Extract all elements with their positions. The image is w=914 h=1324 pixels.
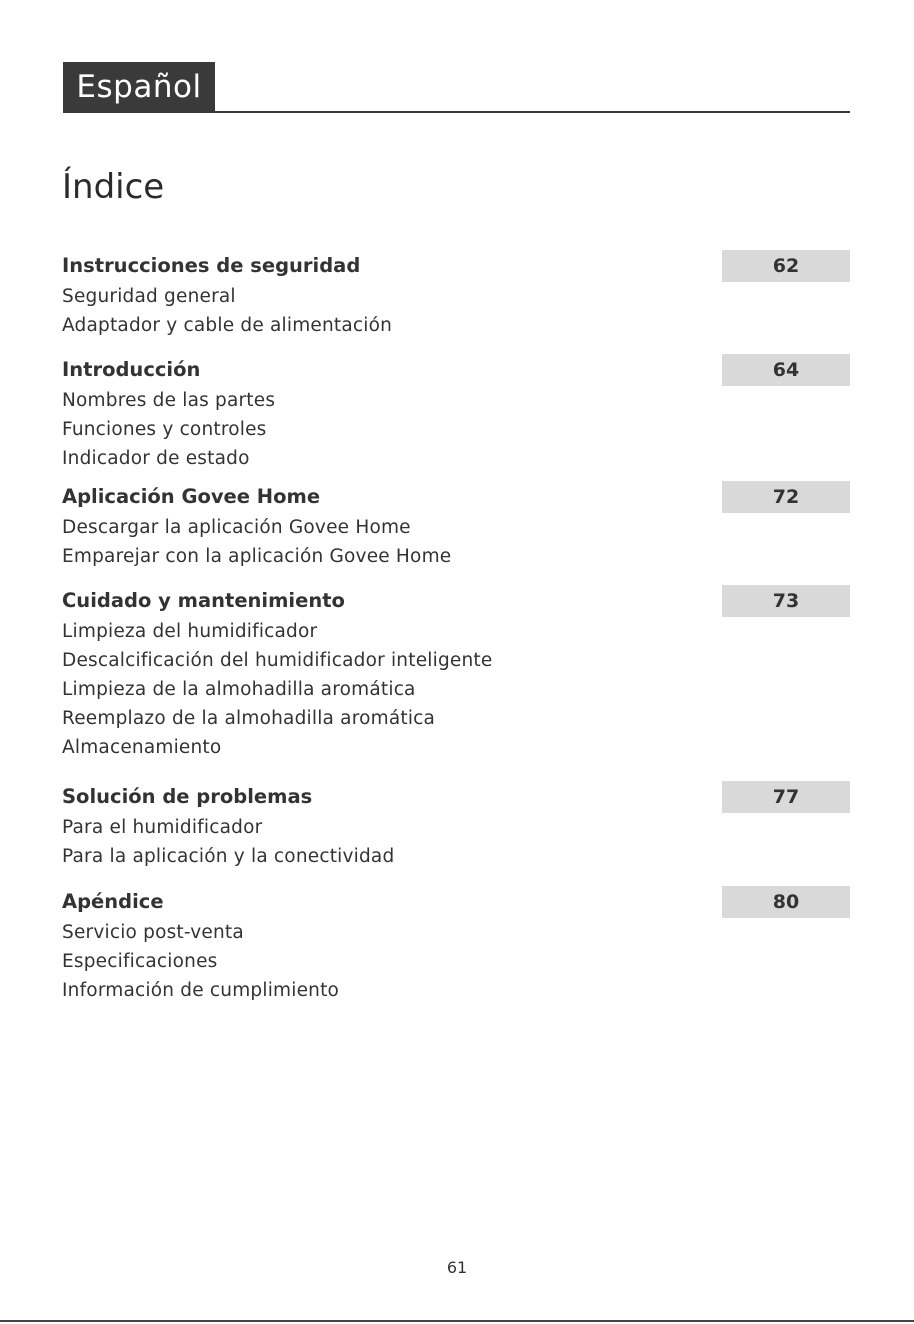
page-number-badge[interactable]: 72 <box>722 481 850 513</box>
toc-item[interactable]: Nombres de las partes <box>62 390 276 411</box>
toc-item[interactable]: Limpieza de la almohadilla aromática <box>62 679 416 700</box>
toc-section-app <box>62 481 850 571</box>
toc-item[interactable]: Para el humidificador <box>62 817 263 838</box>
toc-item[interactable]: Limpieza del humidificador <box>62 621 318 642</box>
page-number-badge[interactable]: 80 <box>722 886 850 918</box>
section-title[interactable]: Solución de problemas <box>62 785 313 808</box>
section-title[interactable]: Instrucciones de seguridad <box>62 254 361 277</box>
section-title[interactable]: Aplicación Govee Home <box>62 485 321 508</box>
toc-item[interactable]: Para la aplicación y la conectividad <box>62 846 395 867</box>
language-tab: Español <box>63 62 215 113</box>
language-header <box>63 62 850 113</box>
toc-section-care <box>62 585 850 762</box>
toc-item[interactable]: Descalcificación del humidificador inteligente <box>62 650 493 671</box>
toc-item[interactable]: Emparejar con la aplicación Govee Home <box>62 546 452 567</box>
page-number-badge[interactable]: 64 <box>722 354 850 386</box>
toc-item[interactable]: Seguridad general <box>62 286 236 307</box>
section-title[interactable]: Introducción <box>62 358 201 381</box>
toc-item[interactable]: Adaptador y cable de alimentación <box>62 315 393 336</box>
toc-item[interactable]: Funciones y controles <box>62 419 267 440</box>
toc-section-introduction <box>62 354 850 473</box>
page-number-badge[interactable]: 77 <box>722 781 850 813</box>
toc-section-troubleshooting <box>62 781 850 871</box>
toc-item[interactable]: Reemplazo de la almohadilla aromática <box>62 708 436 729</box>
toc-item[interactable]: Servicio post-venta <box>62 922 244 943</box>
footer-page-number: 61 <box>446 1258 468 1277</box>
toc-section-appendix <box>62 886 850 1005</box>
toc-item[interactable]: Almacenamiento <box>62 737 222 758</box>
toc-item[interactable]: Especificaciones <box>62 951 218 972</box>
page-number-badge[interactable]: 62 <box>722 250 850 282</box>
page-title: Índice <box>62 167 165 207</box>
toc-section-safety <box>62 250 850 340</box>
section-title[interactable]: Apéndice <box>62 890 164 913</box>
page-number-badge[interactable]: 73 <box>722 585 850 617</box>
header-rule <box>215 111 850 113</box>
bottom-rule <box>0 1320 914 1322</box>
toc-item[interactable]: Información de cumplimiento <box>62 980 340 1001</box>
section-title[interactable]: Cuidado y mantenimiento <box>62 589 345 612</box>
toc-item[interactable]: Descargar la aplicación Govee Home <box>62 517 411 538</box>
toc-item[interactable]: Indicador de estado <box>62 448 250 469</box>
